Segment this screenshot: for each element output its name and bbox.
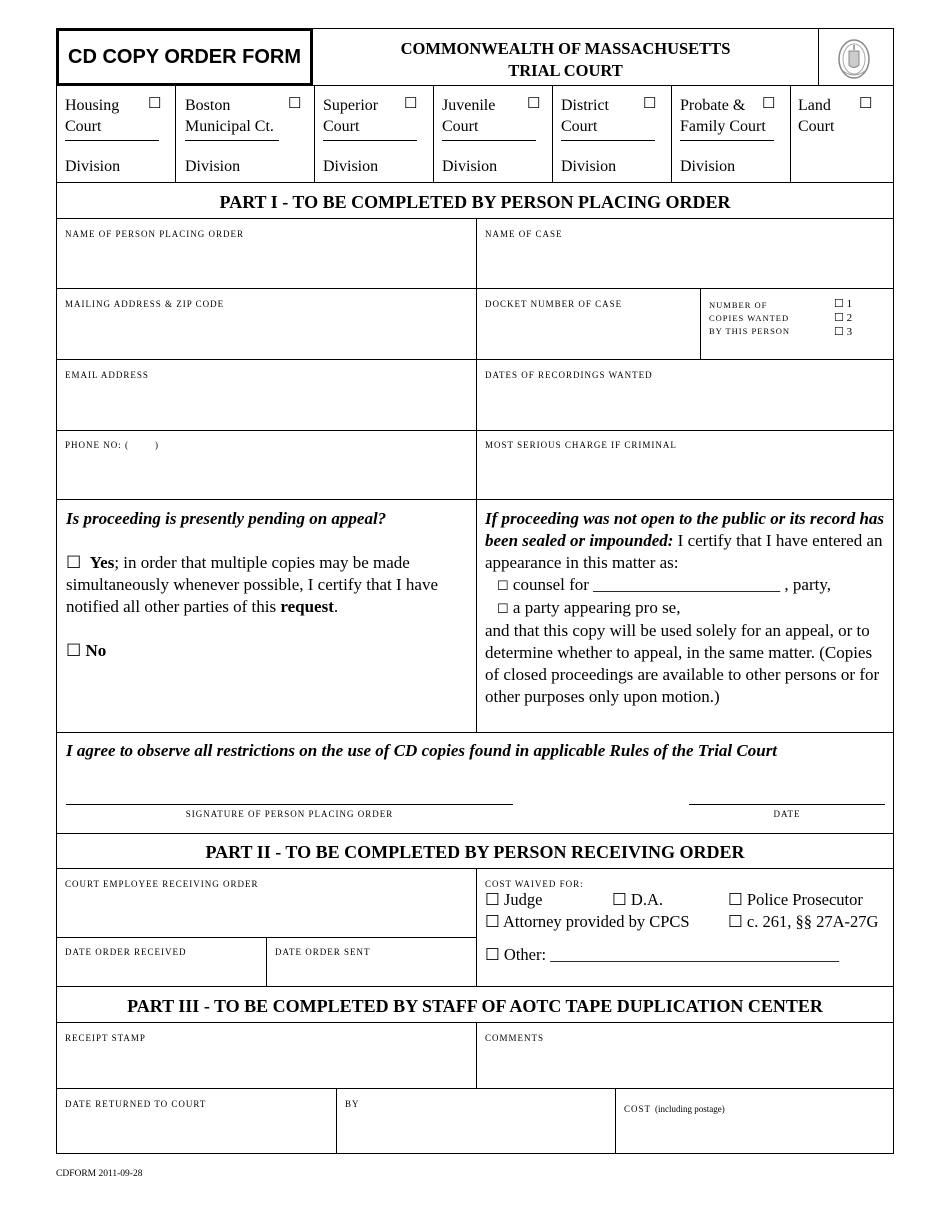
court-cell-district <box>553 86 672 183</box>
email-field-cell[interactable] <box>57 360 477 430</box>
cost-cell[interactable] <box>616 1089 894 1153</box>
copies-option-1[interactable]: ☐ 1 <box>834 298 853 310</box>
court-checkbox[interactable]: ☐ <box>404 96 418 112</box>
date-label: DATE <box>773 809 801 819</box>
court-checkbox[interactable]: ☐ <box>762 96 776 112</box>
court-name: Boston <box>185 97 231 114</box>
form-title: CD COPY ORDER FORM <box>68 46 301 68</box>
part1-header: PART I - TO BE COMPLETED BY PERSON PLACING ORDER <box>56 183 894 219</box>
charge-field-cell[interactable] <box>477 431 894 499</box>
division-line[interactable] <box>442 140 536 141</box>
court-checkbox[interactable]: ☐ <box>643 96 657 112</box>
division-label: Division <box>65 158 121 175</box>
court-name: Court <box>323 118 360 135</box>
cost-waived-label: COST WAIVED FOR: <box>485 879 584 889</box>
appeal-question: Is proceeding is presently pending on appeal? <box>66 509 387 528</box>
court-cell-superior <box>315 86 434 183</box>
docket-field-cell[interactable] <box>477 289 701 359</box>
waiver-da[interactable]: ☐ D.A. <box>612 890 664 909</box>
sent-field-cell[interactable] <box>267 938 477 986</box>
court-name: Land <box>798 97 831 114</box>
stamp-label: RECEIPT STAMP <box>65 1033 146 1043</box>
charge-label: MOST SERIOUS CHARGE IF CRIMINAL <box>485 440 677 450</box>
sealed-statement: If proceeding was not open to the public or its record has been sealed or impounded: I certify that I have entered an appearance in this matter as: <box>485 509 885 572</box>
date-line[interactable] <box>689 804 885 805</box>
court-cell-juvenile <box>434 86 553 183</box>
division-label: Division <box>680 158 736 175</box>
form-title-box <box>56 28 313 86</box>
sealed-statement-2: and that this copy will be used solely for an appeal, or to determine whether to appeal, in the same matter. (Copies of closed proceedings are available to other persons or for other purposes only upon motion.) <box>485 621 880 706</box>
part2-body <box>56 869 894 987</box>
state-seal-icon <box>837 37 871 81</box>
docket-label: DOCKET NUMBER OF CASE <box>485 299 623 309</box>
address-field-cell[interactable] <box>57 289 477 359</box>
agreement-text: I agree to observe all restrictions on the use of CD copies found in applicable Rules of the Trial Court <box>66 741 778 760</box>
name-label: NAME OF PERSON PLACING ORDER <box>65 229 245 239</box>
waiver-statute[interactable]: ☐ c. 261, §§ 27A-27G <box>728 912 879 931</box>
agency-header <box>313 28 819 86</box>
returned-cell[interactable] <box>57 1089 337 1153</box>
pro-se-option[interactable]: ☐ a party appearing pro se, <box>497 598 681 617</box>
copies-cell <box>701 289 894 359</box>
court-name: Court <box>561 118 598 135</box>
part3-row2 <box>56 1089 894 1154</box>
dates-field-cell[interactable] <box>477 360 894 430</box>
stamp-cell <box>57 1023 477 1088</box>
by-label: BY <box>345 1099 360 1109</box>
court-checkbox[interactable]: ☐ <box>288 96 302 112</box>
court-checkbox[interactable]: ☐ <box>859 96 873 112</box>
part3-row1 <box>56 1023 894 1089</box>
name-field-cell[interactable] <box>57 219 477 288</box>
part1-row1 <box>56 219 894 289</box>
court-checkbox[interactable]: ☐ <box>148 96 162 112</box>
court-name: Probate & <box>680 97 746 114</box>
division-line[interactable] <box>323 140 417 141</box>
address-label: MAILING ADDRESS & ZIP CODE <box>65 299 225 309</box>
court-name: Court <box>65 118 102 135</box>
sealed-cell <box>477 500 894 732</box>
court-name: Juvenile <box>442 97 496 114</box>
agency-line1: COMMONWEALTH OF MASSACHUSETTS <box>400 39 731 58</box>
case-label: NAME OF CASE <box>485 229 563 239</box>
court-name: Superior <box>323 97 379 114</box>
case-field-cell[interactable] <box>477 219 894 288</box>
division-line[interactable] <box>680 140 774 141</box>
cost-waiver-cell <box>477 869 894 986</box>
court-checkbox[interactable]: ☐ <box>527 96 541 112</box>
phone-field-cell[interactable] <box>57 431 477 499</box>
court-name: Court <box>798 118 835 135</box>
email-label: EMAIL ADDRESS <box>65 370 149 380</box>
sent-label: DATE ORDER SENT <box>275 947 371 957</box>
counsel-option[interactable]: ☐ counsel for ______________________ , party, <box>497 575 831 594</box>
division-label: Division <box>185 158 241 175</box>
part1-row4 <box>56 431 894 500</box>
signature-label: SIGNATURE OF PERSON PLACING ORDER <box>185 809 394 819</box>
court-name: Family Court <box>680 118 766 135</box>
received-field-cell[interactable] <box>57 938 267 986</box>
cost-label: COST <box>624 1104 652 1114</box>
waiver-judge[interactable]: ☐ Judge <box>485 890 543 909</box>
court-cell-probate <box>672 86 791 183</box>
part3-header: PART III - TO BE COMPLETED BY STAFF OF AOTC TAPE DUPLICATION CENTER <box>56 987 894 1023</box>
copies-option-3[interactable]: ☐ 3 <box>834 326 853 338</box>
returned-label: DATE RETURNED TO COURT <box>65 1099 207 1109</box>
copies-option-2[interactable]: ☐ 2 <box>834 312 853 324</box>
agreement-row <box>56 733 894 834</box>
copies-label: BY THIS PERSON <box>709 326 791 336</box>
division-label: Division <box>323 158 379 175</box>
division-label: Division <box>442 158 498 175</box>
comments-cell[interactable] <box>477 1023 894 1088</box>
cost-note: (including postage) <box>655 1104 725 1114</box>
appeal-yes-option[interactable]: ☐ Yes; in order that multiple copies may be made simultaneously whenever possible, I certify that I have notified all other parties of this request. <box>66 553 438 616</box>
division-line[interactable] <box>185 140 279 141</box>
division-label: Division <box>561 158 617 175</box>
waiver-other[interactable]: ☐ Other: ___________________________________ <box>485 945 839 964</box>
signature-line[interactable] <box>66 804 513 805</box>
received-label: DATE ORDER RECEIVED <box>65 947 187 957</box>
employee-label: COURT EMPLOYEE RECEIVING ORDER <box>65 879 259 889</box>
part1-row3 <box>56 360 894 431</box>
phone-label: PHONE NO: ( ) <box>65 440 159 450</box>
division-line[interactable] <box>561 140 655 141</box>
waiver-cpcs[interactable]: ☐ Attorney provided by CPCS <box>485 912 690 931</box>
appeal-no-option[interactable]: ☐ No <box>66 641 107 660</box>
seal-box <box>819 28 894 86</box>
comments-label: COMMENTS <box>485 1033 545 1043</box>
court-cell-housing <box>56 86 176 183</box>
court-name: Housing <box>65 97 120 114</box>
by-cell[interactable] <box>337 1089 616 1153</box>
court-name: District <box>561 97 609 114</box>
copies-label: COPIES WANTED <box>709 313 790 323</box>
court-name: Court <box>442 118 479 135</box>
appeal-cell <box>57 500 477 732</box>
division-line[interactable] <box>65 140 159 141</box>
court-name: Municipal Ct. <box>185 118 274 135</box>
court-cell-boston <box>176 86 315 183</box>
part2-header: PART II - TO BE COMPLETED BY PERSON RECEIVING ORDER <box>56 834 894 869</box>
court-cell-land <box>791 86 894 183</box>
part1-row5 <box>56 500 894 733</box>
agency-line2: TRIAL COURT <box>508 61 623 80</box>
waiver-police[interactable]: ☐ Police Prosecutor <box>728 890 863 909</box>
employee-field-cell[interactable] <box>57 869 477 938</box>
form-code: CDFORM 2011-09-28 <box>56 1169 143 1179</box>
dates-label: DATES OF RECORDINGS WANTED <box>485 370 653 380</box>
copies-label: NUMBER OF <box>709 300 768 310</box>
part1-row2 <box>56 289 894 360</box>
